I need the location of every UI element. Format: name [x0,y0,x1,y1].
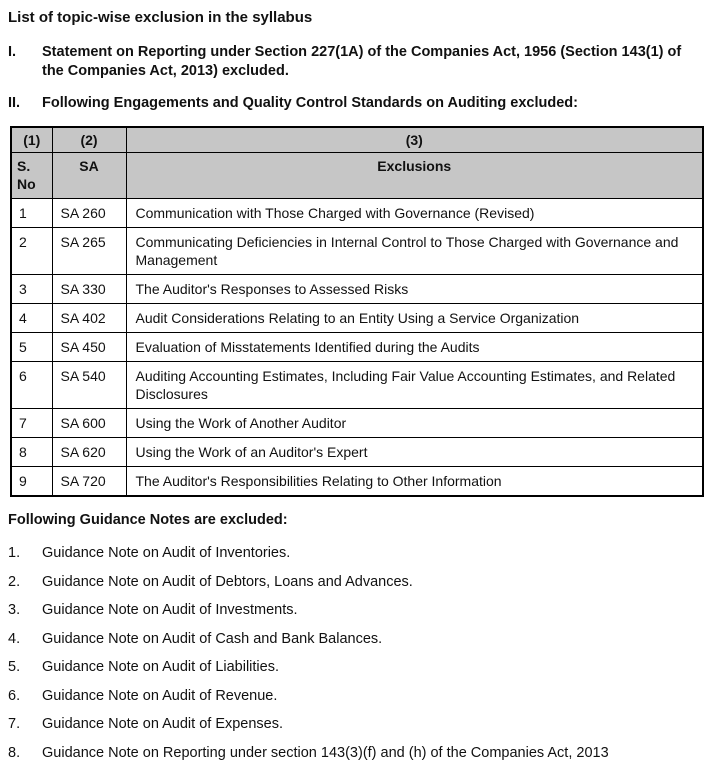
list-text: Guidance Note on Audit of Expenses. [42,716,284,732]
cell-exclusion: Using the Work of an Auditor's Expert [126,438,703,467]
table-row [11,275,703,304]
list-text: Guidance Note on Reporting under section 143(3)(f) and (h) of the Companies Act, 2013 [42,744,609,761]
guidance-note-item [8,630,710,648]
guidance-note-item [8,744,710,762]
table-row [11,409,703,438]
list-number: 4. [8,630,21,647]
table-header-row [11,153,703,199]
cell-exclusion: Evaluation of Misstatements Identified during the Audits [126,333,703,362]
list-text: Guidance Note on Audit of Liabilities. [42,659,279,675]
cell-s-no: 7 [11,409,52,438]
guidance-notes-heading: Following Guidance Notes are excluded: [8,512,288,528]
table-row [11,199,703,228]
list-number: 8. [8,744,21,761]
cell-exclusion: Communication with Those Charged with Governance (Revised) [126,199,703,228]
cell-s-no: 6 [11,362,52,409]
page-title: List of topic-wise exclusion in the syllabus [8,9,313,26]
guidance-note-item [8,658,710,676]
cell-exclusion: Using the Work of Another Auditor [126,409,703,438]
cell-s-no: 9 [11,467,52,497]
cell-sa: SA 720 [52,467,126,497]
table-row [11,304,703,333]
list-text: Guidance Note on Audit of Inventories. [42,545,291,561]
statement-text: Following Engagements and Quality Control Standards on Auditing excluded: [42,95,578,111]
list-text: Guidance Note on Audit of Debtors, Loans and Advances. [42,573,413,590]
cell-sa: SA 330 [52,275,126,304]
cell-exclusion: Audit Considerations Relating to an Entity Using a Service Organization [126,304,703,333]
statement-item-1 [8,43,710,81]
column-number-3: (3) [126,127,703,153]
statement-item-2 [8,94,710,113]
exclusions-table [10,126,704,497]
table-row [11,228,703,275]
cell-s-no: 2 [11,228,52,275]
cell-s-no: 1 [11,199,52,228]
cell-exclusion: The Auditor's Responsibilities Relating to Other Information [126,467,703,497]
cell-sa: SA 620 [52,438,126,467]
list-text: Guidance Note on Audit of Investments. [42,602,298,618]
statement-marker: II. [8,95,21,111]
cell-exclusion: The Auditor's Responses to Assessed Risks [126,275,703,304]
cell-sa: SA 600 [52,409,126,438]
guidance-note-item [8,544,710,562]
cell-s-no: 5 [11,333,52,362]
guidance-note-item [8,573,710,591]
cell-sa: SA 265 [52,228,126,275]
header-s-no: S. No [11,153,52,199]
table-column-number-row [11,127,703,153]
table-row [11,438,703,467]
statement-marker: I. [8,44,17,60]
table-row [11,467,703,497]
header-sa: SA [52,153,126,199]
list-number: 3. [8,602,21,618]
table-row [11,362,703,409]
column-number-1: (1) [11,127,52,153]
cell-exclusion: Auditing Accounting Estimates, Including Fair Value Accounting Estimates, and Related Disclosures [126,362,703,409]
list-number: 7. [8,716,21,732]
table-row [11,333,703,362]
guidance-note-item [8,715,710,733]
cell-s-no: 8 [11,438,52,467]
list-number: 5. [8,659,21,675]
list-text: Guidance Note on Audit of Revenue. [42,687,278,704]
list-number: 1. [8,545,21,561]
cell-exclusion: Communicating Deficiencies in Internal Control to Those Charged with Governance and Management [126,228,703,275]
statement-text: Statement on Reporting under Section 227(1A) of the Companies Act, 1956 (Section 143(1) of the Companies Act, 2013) excluded. [42,44,682,79]
cell-sa: SA 540 [52,362,126,409]
cell-sa: SA 402 [52,304,126,333]
cell-sa: SA 260 [52,199,126,228]
guidance-note-item [8,601,710,619]
list-number: 2. [8,573,21,590]
list-text: Guidance Note on Audit of Cash and Bank Balances. [42,630,383,647]
guidance-note-item [8,687,710,705]
list-number: 6. [8,687,21,704]
cell-s-no: 4 [11,304,52,333]
header-exclusions: Exclusions [126,153,703,199]
cell-sa: SA 450 [52,333,126,362]
cell-s-no: 3 [11,275,52,304]
column-number-2: (2) [52,127,126,153]
